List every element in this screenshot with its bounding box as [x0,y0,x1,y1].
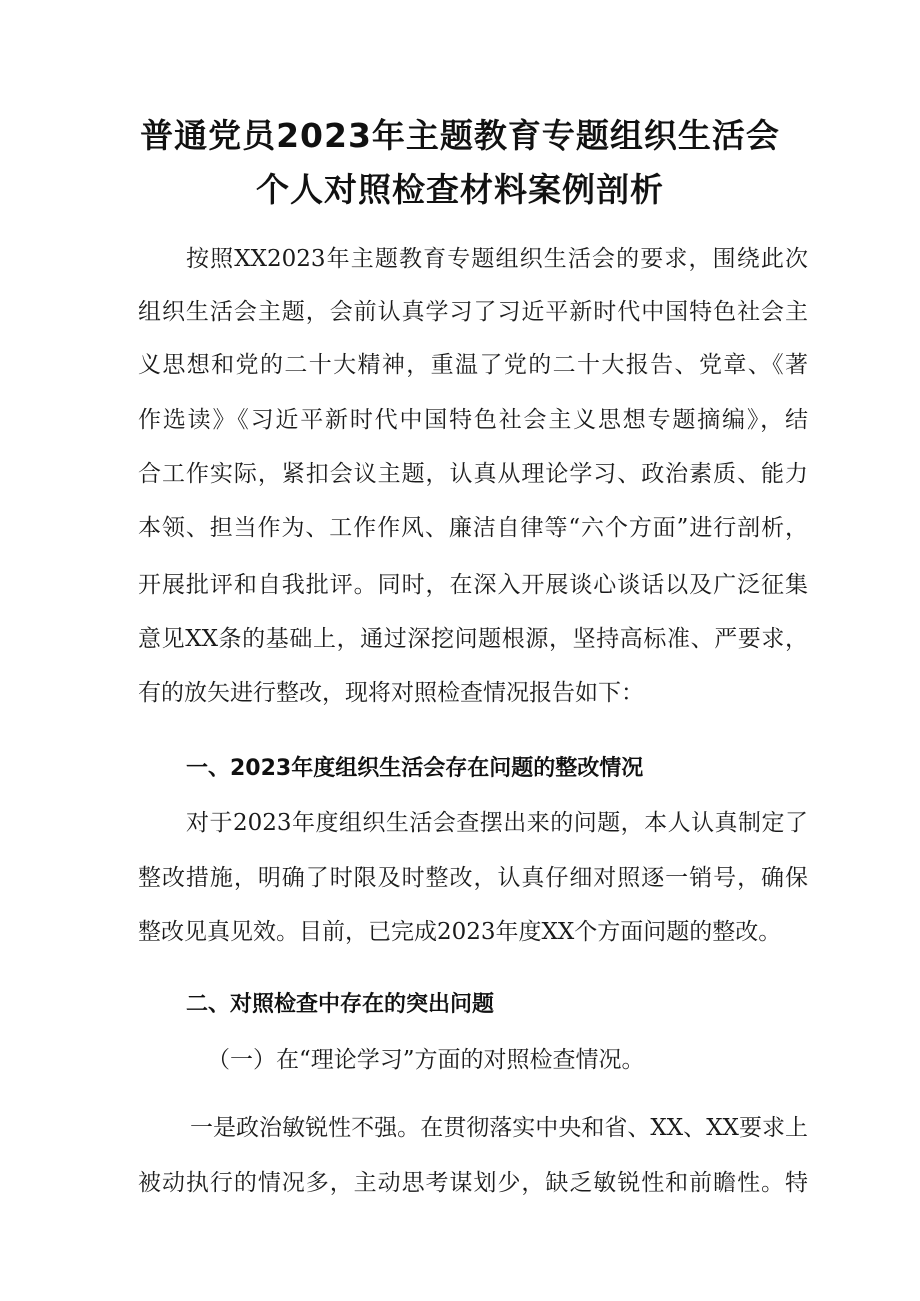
subsection-1-heading: （一）在“理论学习”方面的对照检查情况。 [207,1047,645,1073]
section-1-heading: 一、2023年度组织生活会存在问题的整改情况 [186,756,644,781]
section-1-paragraph-line: 整改措施，明确了时限及时整改，认真仔细对照逐一销号，确保 [138,865,808,891]
document-title-line-1: 普通党员2023年主题教育专题组织生活会 [140,116,780,155]
intro-paragraph-line: 义思想和党的二十大精神，重温了党的二十大报告、党章、《著 [138,352,808,378]
intro-paragraph-line: 开展批评和自我批评。同时，在深入开展谈心谈话以及广泛征集 [138,572,808,598]
section-1-paragraph-line: 对于2023年度组织生活会查摆出来的问题，本人认真制定了 [186,810,808,836]
intro-paragraph-line: 按照XX2023年主题教育专题组织生活会的要求，围绕此次 [186,246,808,272]
intro-paragraph-line: 组织生活会主题，会前认真学习了习近平新时代中国特色社会主 [138,299,808,325]
intro-paragraph-line: 作选读》《习近平新时代中国特色社会主义思想专题摘编》，结 [138,407,808,433]
intro-paragraph-line: 有的放矢进行整改，现将对照检查情况报告如下： [138,680,644,706]
intro-paragraph-line: 本领、担当作为、工作作风、廉洁自律等“六个方面”进行剖析， [138,515,808,541]
document-title-line-2: 个人对照检查材料案例剖析 [256,170,664,209]
subsection-1-paragraph-line: 被动执行的情况多，主动思考谋划少，缺乏敏锐性和前瞻性。特 [138,1170,808,1196]
section-1-paragraph-line: 整改见真见效。目前，已完成2023年度XX个方面问题的整改。 [138,919,782,945]
intro-paragraph-line: 合工作实际，紧扣会议主题，认真从理论学习、政治素质、能力 [138,461,808,487]
intro-paragraph-line: 意见XX条的基础上，通过深挖问题根源，坚持高标准、严要求， [138,626,808,652]
subsection-1-paragraph-line: 一是政治敏锐性不强。在贯彻落实中央和省、XX、XX要求上 [190,1115,808,1141]
section-2-heading: 二、对照检查中存在的突出问题 [186,992,495,1017]
